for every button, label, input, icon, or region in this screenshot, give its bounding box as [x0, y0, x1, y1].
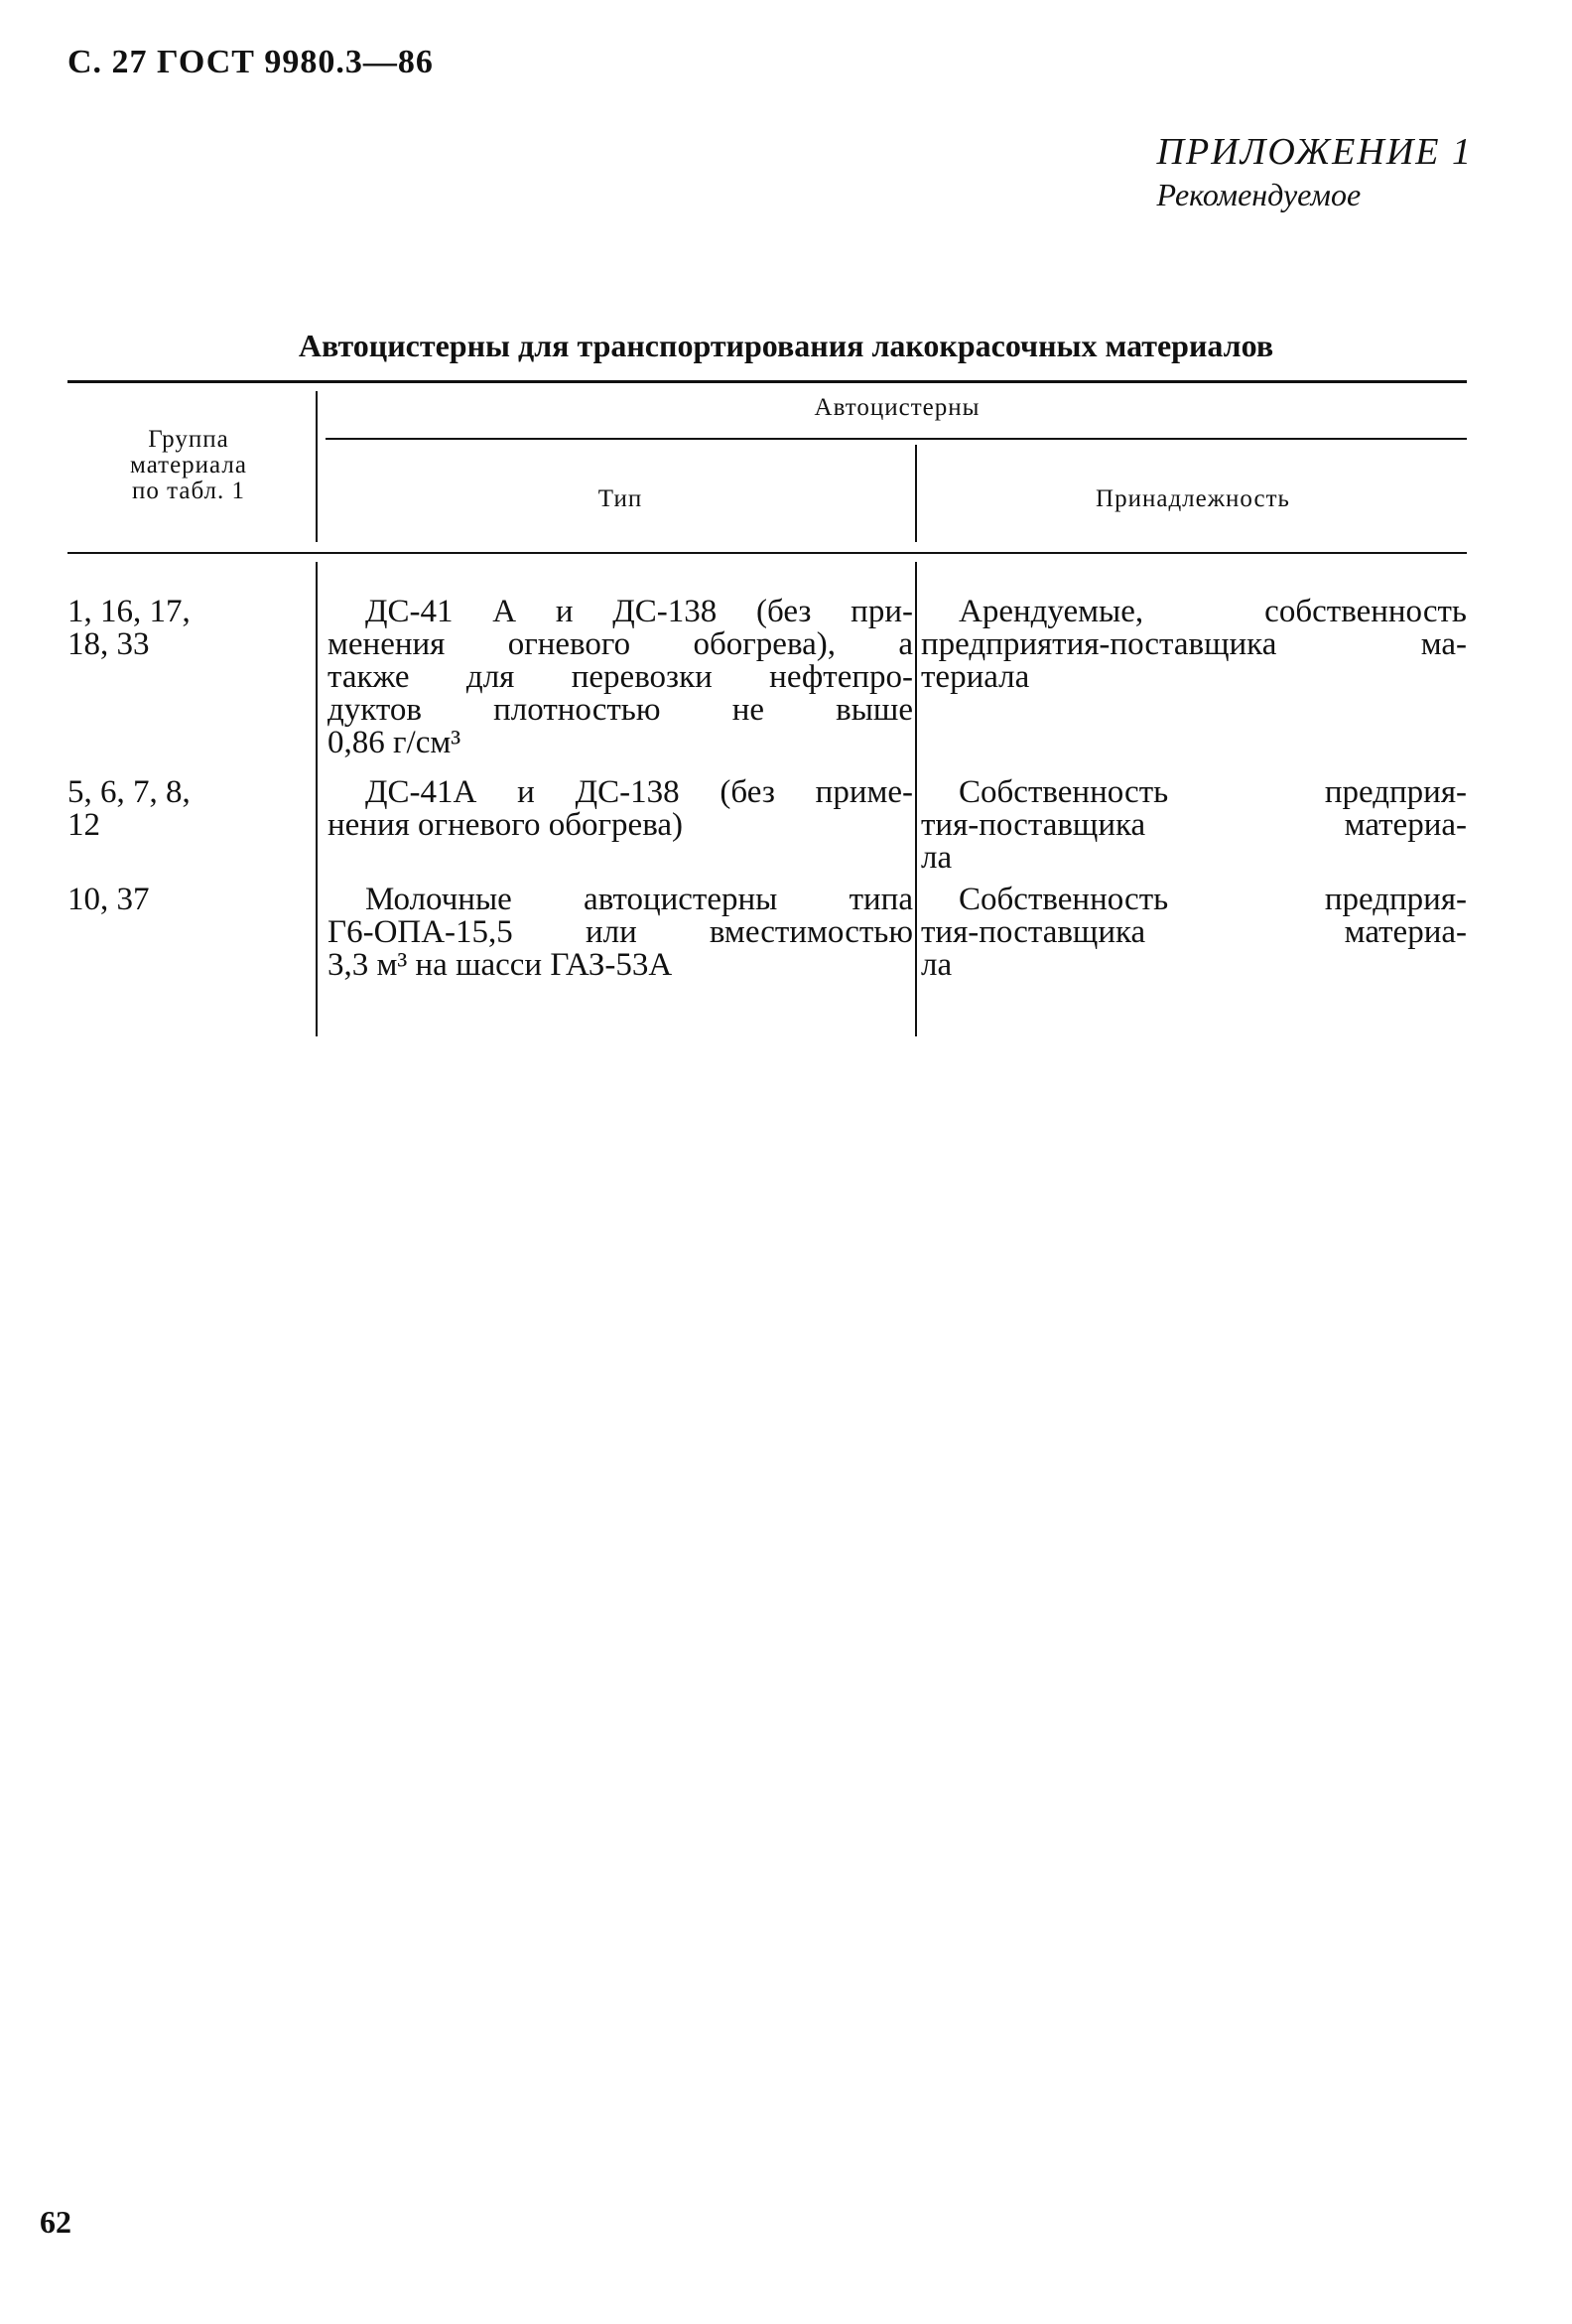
column-divider-1-body: [316, 562, 318, 1036]
cell-line: ДС-41А и ДС-138 (без приме-: [365, 774, 913, 810]
row-2-ownership: [921, 776, 1467, 875]
header-type: Тип: [597, 485, 643, 512]
cell-line: Молочные автоцистерны типа: [365, 882, 913, 917]
table-top-rule: [67, 380, 1467, 383]
cell-line: Арендуемые, собственность: [959, 594, 1467, 629]
header-group: [69, 427, 308, 504]
row-2-type: [328, 776, 913, 842]
row-2-group: [67, 776, 306, 842]
page-header: С. 27 ГОСТ 9980.3—86: [67, 44, 434, 80]
cell-line: тия-поставщика материа-: [921, 807, 1467, 843]
cell-line: Собственность предприя-: [959, 882, 1467, 917]
cell-line: дуктов плотностью не выше: [328, 692, 913, 728]
header-ownership: Принадлежность: [1096, 485, 1290, 512]
cell-line: также для перевозки нефтепро-: [328, 659, 913, 695]
column-divider-2: [915, 445, 917, 542]
header-mid-rule: [326, 438, 1467, 440]
cell-line: териала: [921, 659, 1030, 695]
header-group-line-3: по табл. 1: [131, 478, 246, 504]
cell-line: 1, 16, 17,: [67, 594, 191, 629]
cell-line: ДС-41 А и ДС-138 (без при-: [365, 594, 913, 629]
cell-line: 18, 33: [67, 626, 150, 662]
row-1-type: [328, 596, 913, 759]
cell-line: тия-поставщика материа-: [921, 914, 1467, 950]
cell-line: 10, 37: [67, 882, 150, 917]
appendix-label: [1157, 129, 1473, 214]
column-divider-1: [316, 391, 318, 542]
row-1-ownership: [921, 596, 1467, 694]
cell-line: нения огневого обогрева): [328, 807, 683, 843]
cell-line: предприятия-поставщика ма-: [921, 626, 1467, 662]
column-divider-2-body: [915, 562, 917, 1036]
header-group-line-1: Группа: [148, 426, 229, 453]
cell-line: менения огневого обогрева), а: [328, 626, 913, 662]
cell-line: 0,86 г/см³: [328, 725, 461, 760]
appendix-subtitle: Рекомендуемое: [1156, 177, 1362, 212]
cell-line: Собственность предприя-: [959, 774, 1467, 810]
table-title: Автоцистерны для транспортирования лакокрасочных материалов: [298, 328, 1274, 363]
cell-line: 3,3 м³ на шасси ГАЗ-53А: [328, 947, 673, 983]
header-tankers: Автоцистерны: [814, 394, 981, 421]
row-3-ownership: [921, 884, 1467, 982]
row-3-group: [67, 884, 306, 916]
header-group-line-2: материала: [130, 452, 247, 478]
page-number: 62: [40, 2204, 71, 2240]
cell-line: ла: [921, 840, 953, 876]
row-1-group: [67, 596, 306, 661]
header-bottom-rule: [67, 552, 1467, 554]
cell-line: 12: [67, 807, 100, 843]
appendix-title: ПРИЛОЖЕНИЕ 1: [1156, 131, 1473, 173]
cell-line: ла: [921, 947, 953, 983]
cell-line: 5, 6, 7, 8,: [67, 774, 191, 810]
cell-line: Г6-ОПА-15,5 или вместимостью: [328, 914, 913, 950]
row-3-type: [328, 884, 913, 982]
